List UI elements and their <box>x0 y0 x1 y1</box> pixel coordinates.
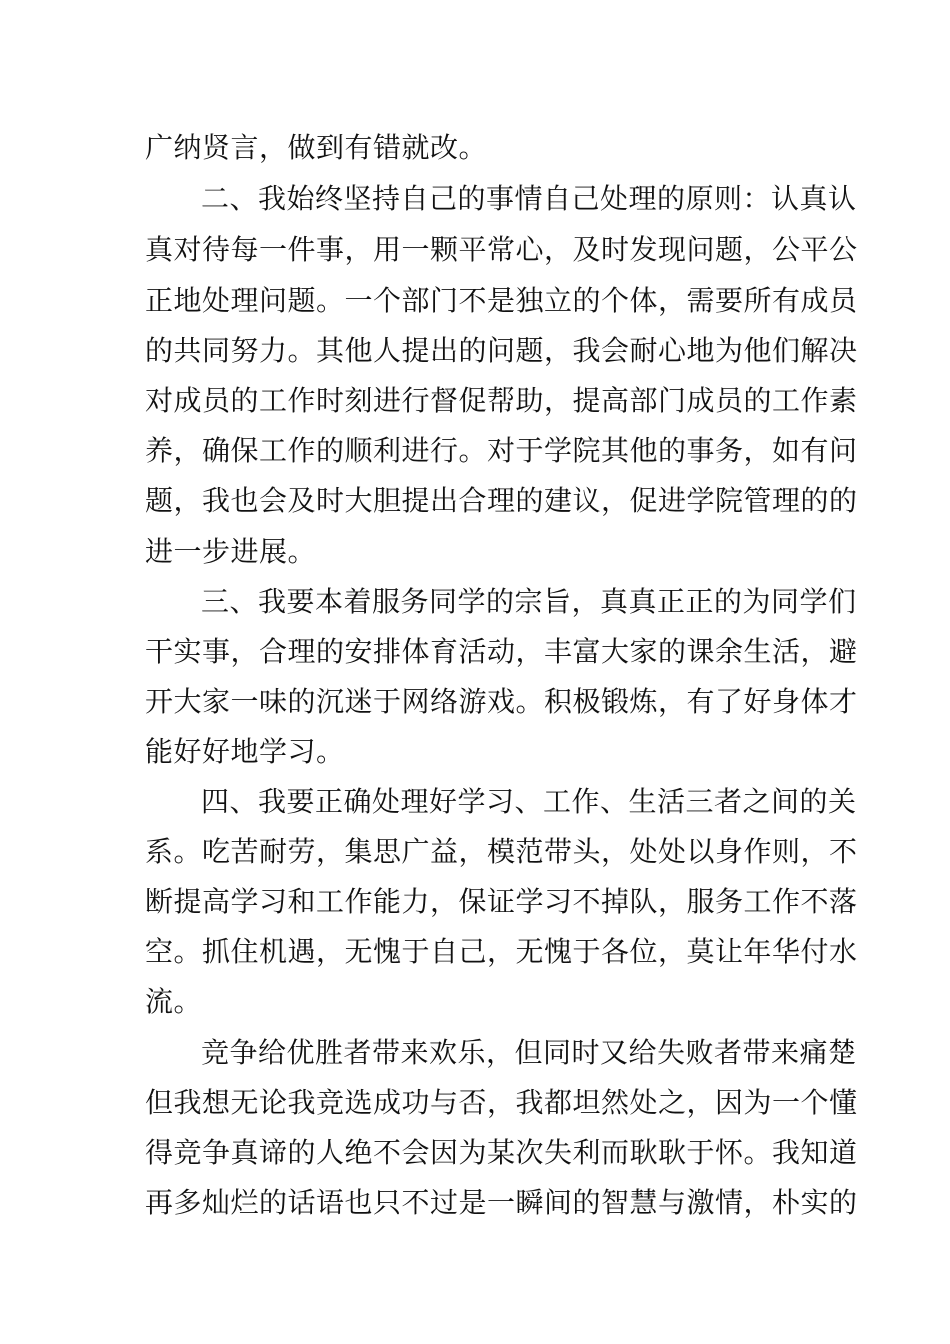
text-line-11: 干实事，合理的安排体育活动，丰富大家的课余生活，避 <box>145 635 858 668</box>
text-line-18: 流。 <box>145 985 203 1018</box>
text-line-10: 三、我要本着服务同学的宗旨，真真正正的为同学们 <box>201 585 857 618</box>
text-line-20: 但我想无论我竞选成功与否，我都坦然处之，因为一个懂 <box>145 1086 858 1119</box>
text-line-14: 四、我要正确处理好学习、工作、生活三者之间的关 <box>201 785 857 818</box>
text-line-7: 养，确保工作的顺利进行。对于学院其他的事务，如有问 <box>145 434 858 467</box>
text-line-6: 对成员的工作时刻进行督促帮助，提高部门成员的工作素 <box>145 384 858 417</box>
text-line-13: 能好好地学习。 <box>145 735 345 768</box>
text-line-5: 的共同努力。其他人提出的问题，我会耐心地为他们解决 <box>145 334 858 367</box>
text-line-9: 进一步进展。 <box>145 535 317 568</box>
text-line-2: 二、我始终坚持自己的事情自己处理的原则：认真认 <box>201 182 857 215</box>
text-line-12: 开大家一味的沉迷于网络游戏。积极锻炼，有了好身体才 <box>145 685 858 718</box>
text-line-16: 断提高学习和工作能力，保证学习不掉队，服务工作不落 <box>145 885 858 918</box>
text-line-19: 竞争给优胜者带来欢乐，但同时又给失败者带来痛楚 <box>201 1036 857 1069</box>
text-line-21: 得竞争真谛的人绝不会因为某次失利而耿耿于怀。我知道 <box>145 1136 858 1169</box>
text-line-8: 题，我也会及时大胆提出合理的建议，促进学院管理的的 <box>145 484 858 517</box>
text-line-3: 真对待每一件事，用一颗平常心，及时发现问题，公平公 <box>145 233 858 266</box>
text-line-15: 系。吃苦耐劳，集思广益，模范带头，处处以身作则，不 <box>145 835 858 868</box>
text-line-22: 再多灿烂的话语也只不过是一瞬间的智慧与激情，朴实的 <box>145 1186 858 1219</box>
text-line-17: 空。抓住机遇，无愧于自己，无愧于各位，莫让年华付水 <box>145 935 858 968</box>
text-line-1: 广纳贤言，做到有错就改。 <box>145 131 488 164</box>
text-line-4: 正地处理问题。一个部门不是独立的个体，需要所有成员 <box>145 284 858 317</box>
